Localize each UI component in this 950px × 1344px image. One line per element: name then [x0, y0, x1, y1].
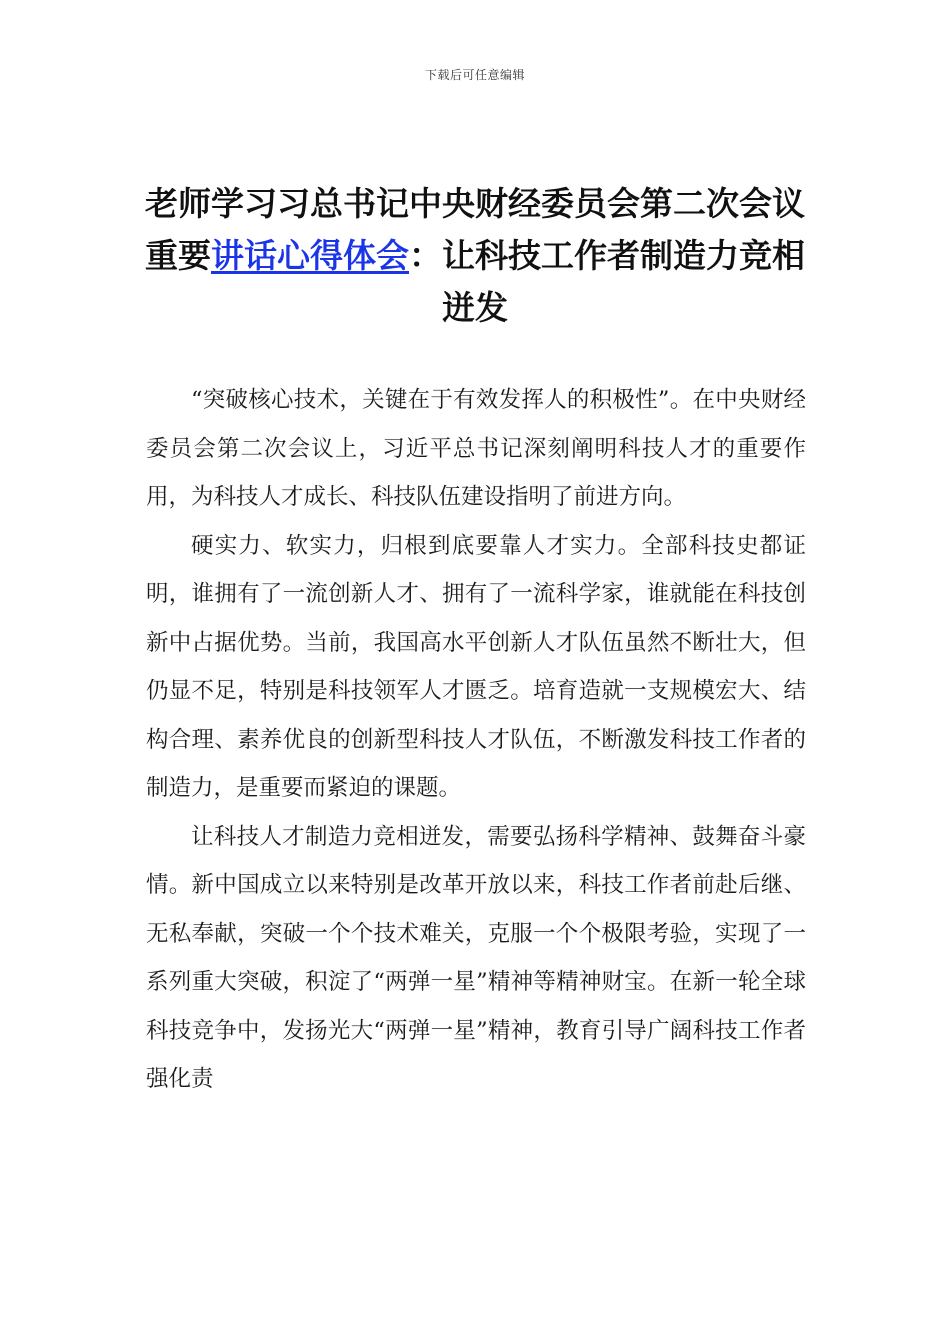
title-link[interactable]: 讲话心得体会	[211, 236, 409, 275]
title-text-part1: 老师学习习总书记中央财经委员会第二次会议重要	[145, 184, 805, 275]
paragraph-3: 让科技人才制造力竞相迸发，需要弘扬科学精神、鼓舞奋斗豪情。新中国成立以来特别是改革开放以来，科技工作者前赴后继、无私奉献，突破一个个技术难关，克服一个个极限考验，实现了一系列重大突破，积淀了“两弹一星”精神等精神财宝。在新一轮全球科技竞争中，发扬光大“两弹一星”精神，教育引导广阔科技工作者强化责	[146, 823, 806, 1092]
paragraph-2: 硬实力、软实力，归根到底要靠人才实力。全部科技史都证明，谁拥有了一流创新人才、拥有了一流科学家，谁就能在科技创新中占据优势。当前，我国高水平创新人才队伍虽然不断壮大，但仍显不足，特别是科技领军人才匮乏。培育造就一支规模宏大、结构合理、素养优良的创新型科技人才队伍，不断激发科技工作者的制造力，是重要而紧迫的课题。	[146, 532, 806, 801]
document-body	[146, 376, 806, 1104]
title-text-part2: ：让科技工作者制造力竞相迸发	[409, 236, 805, 327]
document-title	[140, 178, 810, 334]
paragraph-1: “突破核心技术，关键在于有效发挥人的积极性”。在中央财经委员会第二次会议上，习近平总书记深刻阐明科技人才的重要作用，为科技人才成长、科技队伍建设指明了前进方向。	[146, 387, 806, 510]
header-note: 下载后可任意编辑	[424, 68, 525, 82]
